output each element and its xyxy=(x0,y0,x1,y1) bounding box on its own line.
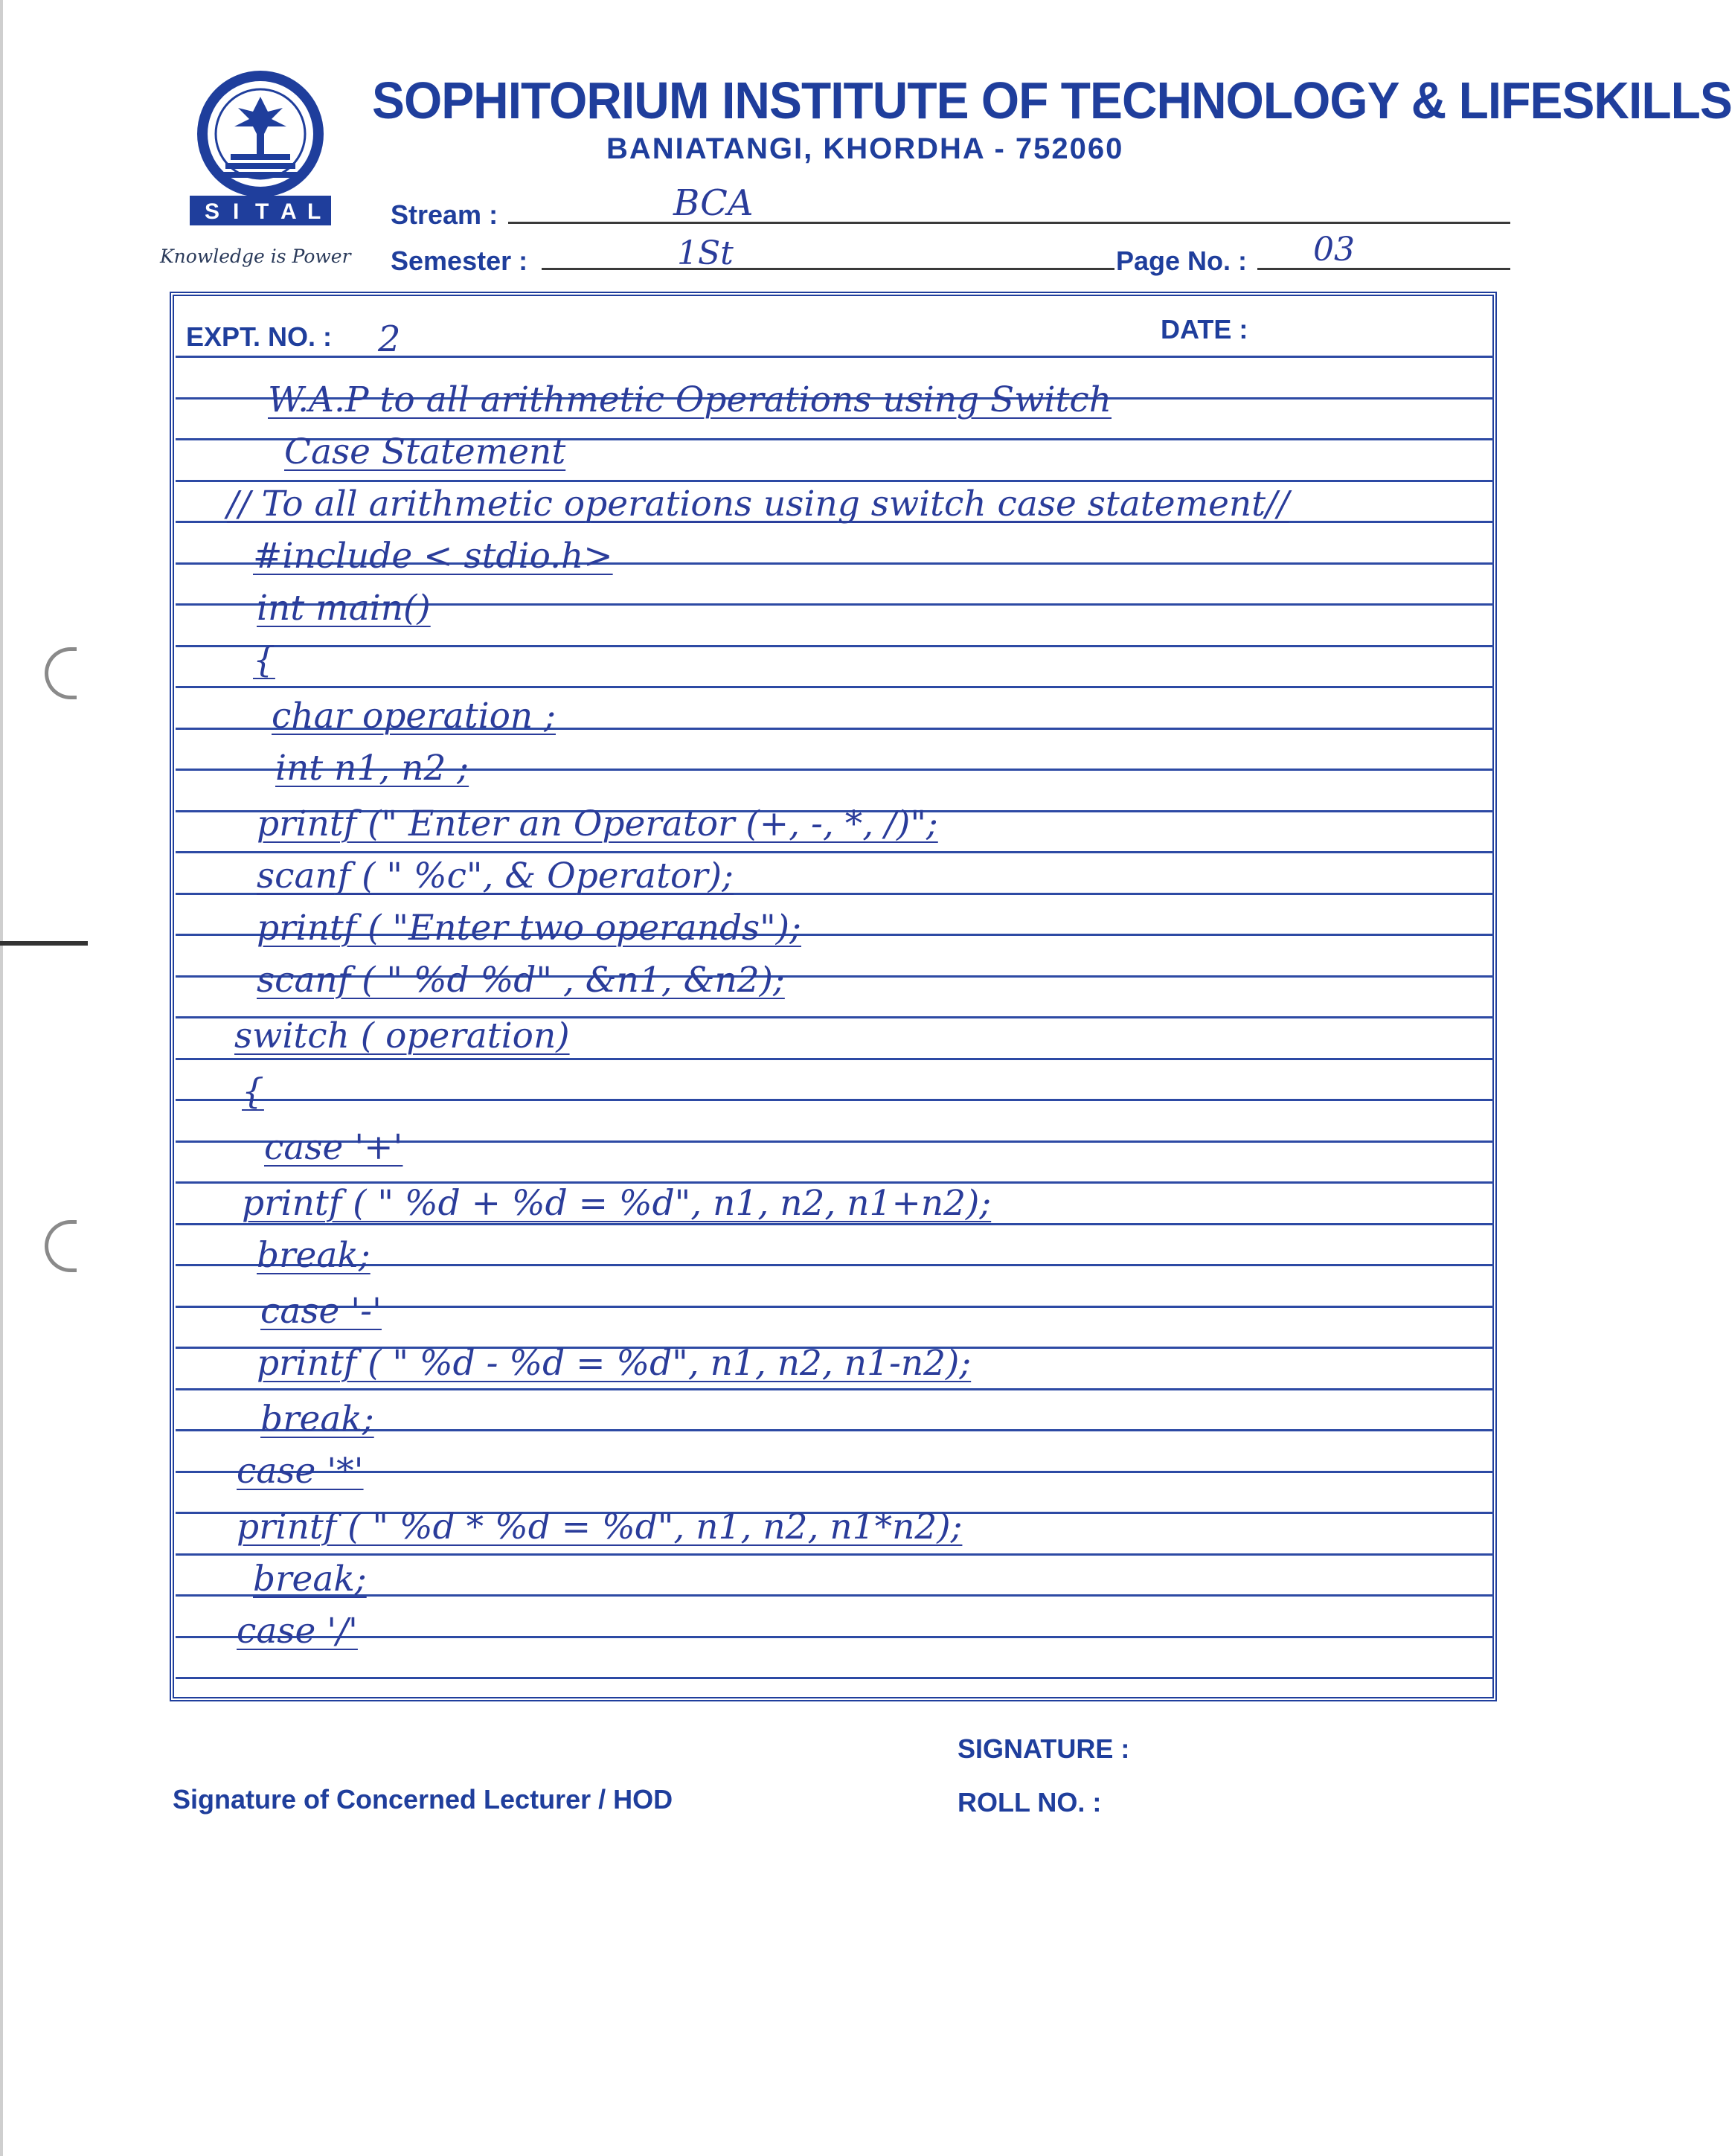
signature-label: SIGNATURE : xyxy=(958,1733,1130,1764)
code-line: case '*' xyxy=(237,1451,364,1492)
ruled-line xyxy=(176,1636,1494,1638)
ruled-line xyxy=(176,1388,1494,1390)
stream-value: BCA xyxy=(673,182,754,224)
institute-motto: Knowledge is Power xyxy=(160,246,351,267)
expt-no-label: EXPT. NO. : xyxy=(186,321,333,352)
code-line: int main() xyxy=(257,588,431,629)
code-line: printf ( " %d - %d = %d", n1, n2, n1-n2); xyxy=(257,1343,972,1384)
ruled-line xyxy=(176,1471,1494,1473)
ruled-line xyxy=(176,645,1494,647)
code-line: printf ( " %d + %d = %d", n1, n2, n1+n2); xyxy=(242,1183,992,1224)
stream-rule xyxy=(508,222,1510,224)
code-line: scanf ( " %c", & Operator); xyxy=(257,856,734,896)
ruled-line xyxy=(176,1099,1494,1101)
code-line: #include < stdio.h> xyxy=(253,536,613,577)
code-line: scanf ( " %d %d" , &n1, &n2); xyxy=(257,960,785,1001)
margin-mark xyxy=(0,941,88,946)
code-line: int n1, n2 ; xyxy=(275,748,469,789)
ruled-line xyxy=(176,851,1494,853)
ruled-line xyxy=(176,480,1494,482)
code-line: printf ( "Enter two operands"); xyxy=(257,908,801,949)
code-line: char operation ; xyxy=(272,696,556,737)
institute-address: BANIATANGI, KHORDHA - 752060 xyxy=(606,132,1124,165)
semester-value: 1St xyxy=(677,234,734,272)
logo-letter: I xyxy=(233,199,240,224)
ruled-line xyxy=(176,1594,1494,1597)
page-no-rule xyxy=(1257,268,1510,270)
code-line: printf ( " %d * %d = %d", n1, n2, n1*n2); xyxy=(237,1507,963,1547)
code-line: { xyxy=(242,1071,264,1112)
expt-no-value: 2 xyxy=(378,318,401,360)
code-line: break; xyxy=(260,1399,374,1440)
ruled-line xyxy=(176,1553,1494,1556)
institute-name: SOPHITORIUM INSTITUTE OF TECHNOLOGY & LIFESKILLS xyxy=(372,71,1732,129)
code-line: break; xyxy=(257,1235,371,1276)
roll-no-label: ROLL NO. : xyxy=(958,1787,1102,1817)
logo-letter: L xyxy=(307,199,321,224)
code-line: printf (" Enter an Operator (+, -, *, /)"; xyxy=(257,803,938,844)
page-left-edge xyxy=(0,0,3,2156)
logo-letter: A xyxy=(280,199,297,224)
ruled-line xyxy=(176,686,1494,688)
aim-line: Case Statement xyxy=(284,431,566,472)
semester-rule xyxy=(542,268,1114,270)
ruled-line xyxy=(176,356,1494,358)
stream-label: Stream : xyxy=(391,199,498,230)
code-line: break; xyxy=(253,1559,367,1600)
institute-logo xyxy=(182,71,339,231)
code-line: case '+' xyxy=(264,1127,403,1168)
logo-letter: S xyxy=(205,199,220,224)
comment-line: // To all arithmetic operations using switch case statement// xyxy=(227,484,1289,524)
page-no-value: 03 xyxy=(1313,231,1355,269)
ruled-line xyxy=(176,1264,1494,1266)
semester-label: Semester : xyxy=(391,246,528,276)
logo-letter: T xyxy=(255,199,269,224)
punch-hole-top xyxy=(45,647,77,699)
lecturer-signature-label: Signature of Concerned Lecturer / HOD xyxy=(173,1784,673,1815)
ruled-line xyxy=(176,1058,1494,1060)
code-line: { xyxy=(253,640,275,681)
code-line: switch ( operation) xyxy=(234,1016,570,1056)
page-no-label: Page No. : xyxy=(1116,246,1248,276)
aim-line: W.A.P to all arithmetic Operations using Switch xyxy=(268,379,1112,420)
code-line: case '/' xyxy=(237,1611,358,1652)
date-label: DATE : xyxy=(1161,314,1248,344)
code-line: case '-' xyxy=(260,1291,382,1332)
ruled-line xyxy=(176,1677,1494,1679)
punch-hole-bottom xyxy=(45,1220,77,1272)
